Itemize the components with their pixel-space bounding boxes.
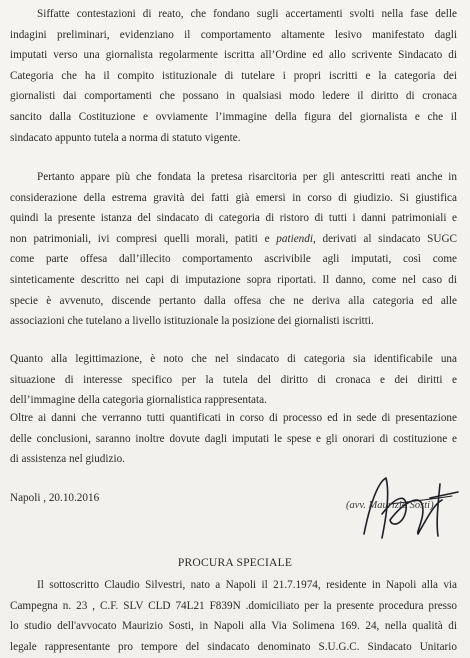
text-line: indagini preliminari, evidenziano il comportamento altamente lesivo manifestato dagli [10,28,457,41]
paragraph-procura [10,575,457,657]
text-line: lo studio dell'avvocato Maurizio Sosti, in Napoli alla Via Solimena 169. 24, nella qualità di [10,620,457,633]
text-line: imputati verso una giornalista regolarmente iscritta all’Ordine ed allo scrivente Sindacato di [10,49,457,62]
paragraph-pretesa-risarcitoria [10,167,457,332]
text-line: Campegna n. 23 , C.F. SLV CLD 74L21 F839N .domiciliato per la presente procedura presso [10,599,457,612]
signatory-name: (avv. Maurizio Sosti) [346,500,434,511]
text-line: Oltre ai danni che verranno tutti quantificati in corso di processo ed in sede di presentazione [10,412,457,424]
paragraph-spese [10,408,457,470]
text-line: sindacato appunto tutela a norma di statuto vigente. [10,131,241,144]
text-segment: , derivati al sindacato SUGC [312,232,457,245]
text-line [10,229,457,250]
text-line: giornalisti dai comportamenti che possano in qualsiasi modo ledere il diritto di cronaca [10,90,457,103]
paragraph-legittimazione [10,349,457,411]
text-line: sinteticamente descritto nei capi di imputazione sopra riportati. Il danno, come nel caso di [10,273,457,286]
text-line: situazione di interesse specifico per la tutela del diritto di cronaca e dei diritti e [10,373,457,386]
text-line: legale rappresentante pro tempore del sindacato denominato S.U.G.C. Sindacato Unitario [10,640,457,653]
text-line: considerazione della estrema gravità dei fatti già emersi in corso di giudizio. Si giustifica [10,191,457,204]
text-line: Quanto alla legittimazione, è noto che nel sindacato di categoria sia identificabile una [10,353,457,365]
text-line: Siffatte contestazioni di reato, che fondano sugli accertamenti svolti nella fase delle [37,8,457,20]
paragraph-contestazioni [10,4,457,148]
italic-term: patiendi [276,232,313,245]
text-line: come parte offesa dall’illecito comportamento ascrivibile agli imputati, così come [10,253,457,266]
text-line: di assistenza nel giudizio. [10,453,125,466]
section-heading: PROCURA SPECIALE [177,556,293,569]
text-line: Il sottoscritto Claudio Silvestri, nato a Napoli il 21.7.1974, residente in Napoli alla via [37,579,457,591]
text-line: associazioni che tutelano a livello istituzionale la posizione dei giornalisti iscritti. [10,315,374,328]
text-line: quindi la presente istanza del sindacato di categoria di ristoro di tutti i danni patrimoniali e [10,212,457,225]
text-line: specie è avvenuto, discende pertanto dalla offesa che ne deriva alla categoria ed alle [10,294,457,307]
text-line: Categoria che ha il compito istituzionale di tutelare i propri iscritti e la categoria dei [10,69,457,82]
text-line: dell’immagine della categoria giornalistica rappresentata. [10,394,267,407]
place-date: Napoli , 20.10.2016 [10,492,100,504]
text-segment: non patrimoniali, ivi compresi quelli morali, patiti e [10,232,277,245]
text-line: Pertanto appare più che fondata la pretesa risarcitoria per gli antescritti reati anche in [37,171,457,183]
text-line: sancito dalla Costituzione e ovviamente l’immagine della figura del giornalista e che il [10,110,457,123]
text-line: delle conclusioni, saranno inoltre dovute dagli imputati le spese e gli onorari di costituzione e [10,432,457,445]
